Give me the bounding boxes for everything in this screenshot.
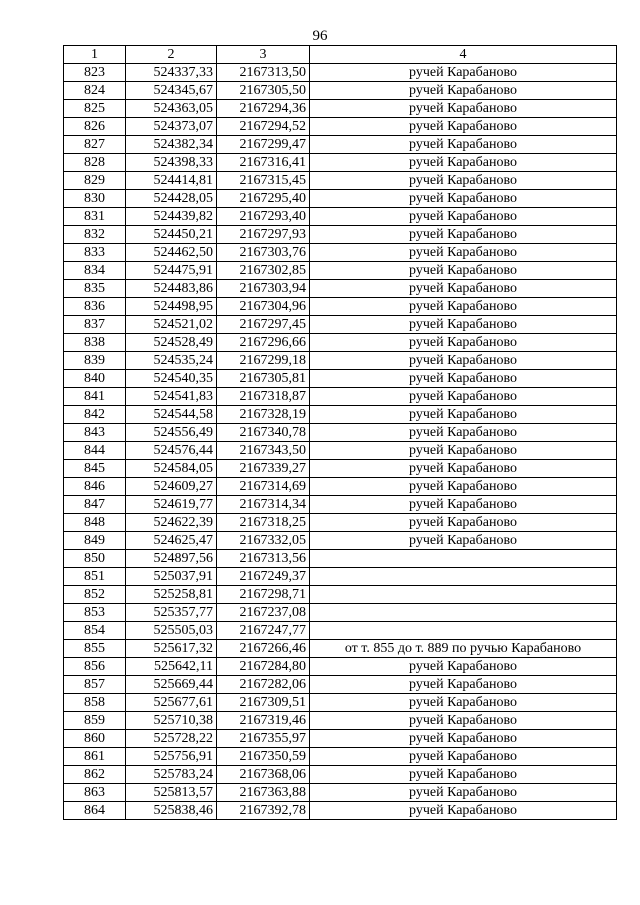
x-coordinate-cell: 524619,77 [126, 496, 217, 514]
table-row [64, 640, 617, 658]
point-number-cell: 860 [64, 730, 126, 748]
description-cell: ручей Карабаново [310, 460, 617, 478]
x-coordinate-cell: 524625,47 [126, 532, 217, 550]
y-coordinate-cell: 2167339,27 [217, 460, 310, 478]
x-coordinate-cell: 524544,58 [126, 406, 217, 424]
description-cell: ручей Карабаново [310, 496, 617, 514]
x-coordinate-cell: 524483,86 [126, 280, 217, 298]
description-cell: ручей Карабаново [310, 424, 617, 442]
y-coordinate-cell: 2167294,36 [217, 100, 310, 118]
point-number-cell: 827 [64, 136, 126, 154]
description-cell: ручей Карабаново [310, 442, 617, 460]
table-row [64, 604, 617, 622]
x-coordinate-cell: 524345,67 [126, 82, 217, 100]
y-coordinate-cell: 2167343,50 [217, 442, 310, 460]
y-coordinate-cell: 2167340,78 [217, 424, 310, 442]
page-number: 96 [312, 28, 328, 44]
y-coordinate-cell: 2167319,46 [217, 712, 310, 730]
y-coordinate-cell: 2167247,77 [217, 622, 310, 640]
description-cell: ручей Карабаново [310, 172, 617, 190]
description-cell [310, 586, 617, 604]
point-number-cell: 851 [64, 568, 126, 586]
point-number-cell: 835 [64, 280, 126, 298]
description-cell: ручей Карабаново [310, 298, 617, 316]
table-row [64, 748, 617, 766]
x-coordinate-cell: 524528,49 [126, 334, 217, 352]
point-number-cell: 853 [64, 604, 126, 622]
point-number-cell: 833 [64, 244, 126, 262]
description-cell: ручей Карабаново [310, 676, 617, 694]
table-row [64, 172, 617, 190]
x-coordinate-cell: 524382,34 [126, 136, 217, 154]
point-number-cell: 847 [64, 496, 126, 514]
y-coordinate-cell: 2167309,51 [217, 694, 310, 712]
y-coordinate-cell: 2167303,94 [217, 280, 310, 298]
x-coordinate-cell: 525783,24 [126, 766, 217, 784]
x-coordinate-cell: 524428,05 [126, 190, 217, 208]
y-coordinate-cell: 2167294,52 [217, 118, 310, 136]
description-cell: ручей Карабаново [310, 334, 617, 352]
y-coordinate-cell: 2167305,81 [217, 370, 310, 388]
y-coordinate-cell: 2167302,85 [217, 262, 310, 280]
table-row [64, 64, 617, 82]
y-coordinate-cell: 2167237,08 [217, 604, 310, 622]
description-cell: ручей Карабаново [310, 712, 617, 730]
table-row [64, 550, 617, 568]
point-number-cell: 824 [64, 82, 126, 100]
table-row [64, 244, 617, 262]
description-cell: ручей Карабаново [310, 190, 617, 208]
point-number-cell: 842 [64, 406, 126, 424]
x-coordinate-cell: 524541,83 [126, 388, 217, 406]
x-coordinate-cell: 524498,95 [126, 298, 217, 316]
point-number-cell: 861 [64, 748, 126, 766]
description-cell: ручей Карабаново [310, 226, 617, 244]
point-number-cell: 856 [64, 658, 126, 676]
y-coordinate-cell: 2167314,34 [217, 496, 310, 514]
point-number-cell: 864 [64, 802, 126, 820]
y-coordinate-cell: 2167315,45 [217, 172, 310, 190]
table-row [64, 136, 617, 154]
point-number-cell: 844 [64, 442, 126, 460]
point-number-cell: 854 [64, 622, 126, 640]
table-row [64, 712, 617, 730]
table-row [64, 784, 617, 802]
table-body [64, 64, 617, 820]
table-row [64, 478, 617, 496]
y-coordinate-cell: 2167318,87 [217, 388, 310, 406]
description-cell: ручей Карабаново [310, 316, 617, 334]
description-cell: ручей Карабаново [310, 802, 617, 820]
y-coordinate-cell: 2167316,41 [217, 154, 310, 172]
y-coordinate-cell: 2167368,06 [217, 766, 310, 784]
y-coordinate-cell: 2167313,56 [217, 550, 310, 568]
x-coordinate-cell: 524521,02 [126, 316, 217, 334]
point-number-cell: 862 [64, 766, 126, 784]
y-coordinate-cell: 2167293,40 [217, 208, 310, 226]
x-coordinate-cell: 524337,33 [126, 64, 217, 82]
description-cell [310, 568, 617, 586]
description-cell: ручей Карабаново [310, 64, 617, 82]
x-coordinate-cell: 524556,49 [126, 424, 217, 442]
x-coordinate-cell: 525756,91 [126, 748, 217, 766]
table-row [64, 280, 617, 298]
x-coordinate-cell: 524475,91 [126, 262, 217, 280]
x-coordinate-cell: 524897,56 [126, 550, 217, 568]
point-number-cell: 843 [64, 424, 126, 442]
x-coordinate-cell: 524584,05 [126, 460, 217, 478]
table-header-row [64, 46, 617, 64]
description-cell: ручей Карабаново [310, 208, 617, 226]
table-row [64, 154, 617, 172]
description-cell: ручей Карабаново [310, 262, 617, 280]
y-coordinate-cell: 2167363,88 [217, 784, 310, 802]
table-row [64, 694, 617, 712]
point-number-cell: 852 [64, 586, 126, 604]
y-coordinate-cell: 2167297,45 [217, 316, 310, 334]
x-coordinate-cell: 525669,44 [126, 676, 217, 694]
x-coordinate-cell: 525813,57 [126, 784, 217, 802]
y-coordinate-cell: 2167266,46 [217, 640, 310, 658]
description-cell: ручей Карабаново [310, 118, 617, 136]
x-coordinate-cell: 524622,39 [126, 514, 217, 532]
x-coordinate-cell: 524462,50 [126, 244, 217, 262]
y-coordinate-cell: 2167305,50 [217, 82, 310, 100]
table-row [64, 730, 617, 748]
table-row [64, 262, 617, 280]
description-cell: ручей Карабаново [310, 154, 617, 172]
point-number-cell: 857 [64, 676, 126, 694]
table-row [64, 568, 617, 586]
x-coordinate-cell: 525838,46 [126, 802, 217, 820]
y-coordinate-cell: 2167304,96 [217, 298, 310, 316]
table-row [64, 208, 617, 226]
table-row [64, 676, 617, 694]
x-coordinate-cell: 525642,11 [126, 658, 217, 676]
table-row [64, 802, 617, 820]
description-cell: ручей Карабаново [310, 280, 617, 298]
description-cell [310, 622, 617, 640]
x-coordinate-cell: 524450,21 [126, 226, 217, 244]
point-number-cell: 838 [64, 334, 126, 352]
table-row [64, 316, 617, 334]
table-row [64, 190, 617, 208]
table-row [64, 496, 617, 514]
x-coordinate-cell: 524439,82 [126, 208, 217, 226]
description-cell: ручей Карабаново [310, 478, 617, 496]
y-coordinate-cell: 2167392,78 [217, 802, 310, 820]
x-coordinate-cell: 525728,22 [126, 730, 217, 748]
point-number-cell: 826 [64, 118, 126, 136]
description-cell: ручей Карабаново [310, 370, 617, 388]
point-number-cell: 834 [64, 262, 126, 280]
x-coordinate-cell: 524414,81 [126, 172, 217, 190]
y-coordinate-cell: 2167282,06 [217, 676, 310, 694]
table-row [64, 334, 617, 352]
description-cell: ручей Карабаново [310, 748, 617, 766]
table-row [64, 442, 617, 460]
table-row [64, 226, 617, 244]
x-coordinate-cell: 524363,05 [126, 100, 217, 118]
point-number-cell: 855 [64, 640, 126, 658]
point-number-cell: 836 [64, 298, 126, 316]
y-coordinate-cell: 2167313,50 [217, 64, 310, 82]
x-coordinate-cell: 524535,24 [126, 352, 217, 370]
x-coordinate-cell: 524540,35 [126, 370, 217, 388]
description-cell: ручей Карабаново [310, 100, 617, 118]
table-row [64, 406, 617, 424]
description-cell: ручей Карабаново [310, 730, 617, 748]
description-cell [310, 550, 617, 568]
description-cell: ручей Карабаново [310, 352, 617, 370]
description-cell: ручей Карабаново [310, 658, 617, 676]
table-row [64, 532, 617, 550]
table-row [64, 118, 617, 136]
description-cell: ручей Карабаново [310, 388, 617, 406]
x-coordinate-cell: 524576,44 [126, 442, 217, 460]
table-row [64, 298, 617, 316]
y-coordinate-cell: 2167296,66 [217, 334, 310, 352]
point-number-cell: 837 [64, 316, 126, 334]
point-number-cell: 839 [64, 352, 126, 370]
table-row [64, 388, 617, 406]
point-number-cell: 848 [64, 514, 126, 532]
x-coordinate-cell: 525258,81 [126, 586, 217, 604]
coordinates-table [63, 45, 617, 820]
y-coordinate-cell: 2167299,47 [217, 136, 310, 154]
description-cell: ручей Карабаново [310, 766, 617, 784]
x-coordinate-cell: 524609,27 [126, 478, 217, 496]
table-row [64, 622, 617, 640]
point-number-cell: 846 [64, 478, 126, 496]
y-coordinate-cell: 2167298,71 [217, 586, 310, 604]
point-number-cell: 825 [64, 100, 126, 118]
description-cell: ручей Карабаново [310, 406, 617, 424]
table-row [64, 424, 617, 442]
description-cell [310, 604, 617, 622]
point-number-cell: 840 [64, 370, 126, 388]
table-row [64, 460, 617, 478]
description-cell: ручей Карабаново [310, 136, 617, 154]
point-number-cell: 863 [64, 784, 126, 802]
x-coordinate-cell: 525505,03 [126, 622, 217, 640]
table-row [64, 82, 617, 100]
x-coordinate-cell: 525677,61 [126, 694, 217, 712]
table-row [64, 352, 617, 370]
description-cell: ручей Карабаново [310, 694, 617, 712]
table-row [64, 514, 617, 532]
point-number-cell: 859 [64, 712, 126, 730]
y-coordinate-cell: 2167332,05 [217, 532, 310, 550]
column-header-number: 1 [64, 46, 126, 64]
column-header-x: 2 [126, 46, 217, 64]
y-coordinate-cell: 2167350,59 [217, 748, 310, 766]
x-coordinate-cell: 524398,33 [126, 154, 217, 172]
description-cell: ручей Карабаново [310, 784, 617, 802]
x-coordinate-cell: 525037,91 [126, 568, 217, 586]
y-coordinate-cell: 2167299,18 [217, 352, 310, 370]
x-coordinate-cell: 525710,38 [126, 712, 217, 730]
point-number-cell: 845 [64, 460, 126, 478]
point-number-cell: 849 [64, 532, 126, 550]
y-coordinate-cell: 2167249,37 [217, 568, 310, 586]
table-row [64, 586, 617, 604]
y-coordinate-cell: 2167303,76 [217, 244, 310, 262]
point-number-cell: 850 [64, 550, 126, 568]
y-coordinate-cell: 2167284,80 [217, 658, 310, 676]
description-cell: ручей Карабаново [310, 82, 617, 100]
y-coordinate-cell: 2167328,19 [217, 406, 310, 424]
point-number-cell: 841 [64, 388, 126, 406]
description-cell: ручей Карабаново [310, 244, 617, 262]
y-coordinate-cell: 2167297,93 [217, 226, 310, 244]
y-coordinate-cell: 2167314,69 [217, 478, 310, 496]
table-row [64, 100, 617, 118]
description-cell: ручей Карабаново [310, 514, 617, 532]
x-coordinate-cell: 525357,77 [126, 604, 217, 622]
y-coordinate-cell: 2167355,97 [217, 730, 310, 748]
point-number-cell: 832 [64, 226, 126, 244]
description-cell: ручей Карабаново [310, 532, 617, 550]
table-row [64, 658, 617, 676]
y-coordinate-cell: 2167318,25 [217, 514, 310, 532]
table-row [64, 766, 617, 784]
x-coordinate-cell: 525617,32 [126, 640, 217, 658]
description-cell: от т. 855 до т. 889 по ручью Карабаново [310, 640, 617, 658]
point-number-cell: 831 [64, 208, 126, 226]
point-number-cell: 858 [64, 694, 126, 712]
column-header-y: 3 [217, 46, 310, 64]
point-number-cell: 830 [64, 190, 126, 208]
table-row [64, 370, 617, 388]
x-coordinate-cell: 524373,07 [126, 118, 217, 136]
point-number-cell: 823 [64, 64, 126, 82]
point-number-cell: 828 [64, 154, 126, 172]
column-header-description: 4 [310, 46, 617, 64]
y-coordinate-cell: 2167295,40 [217, 190, 310, 208]
point-number-cell: 829 [64, 172, 126, 190]
